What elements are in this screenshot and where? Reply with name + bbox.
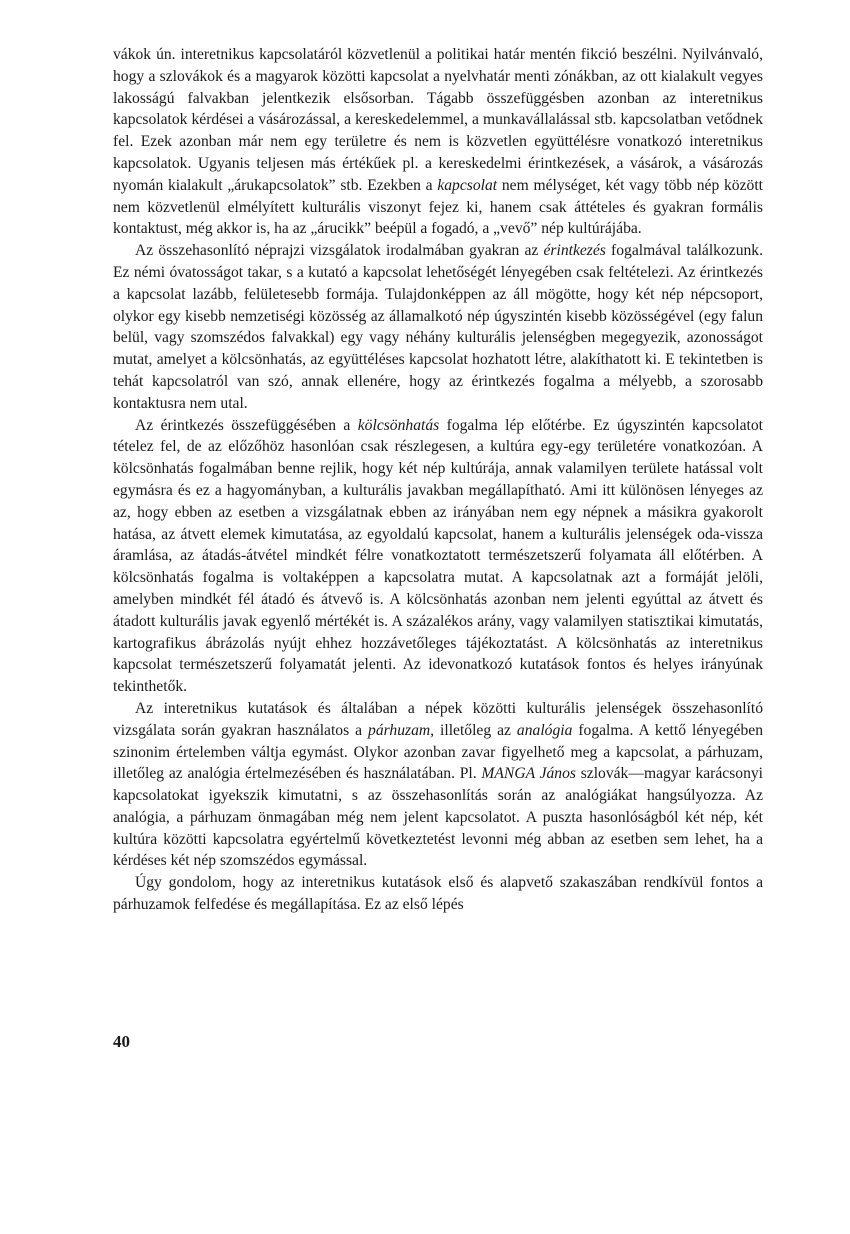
text-run: illetőleg az xyxy=(434,721,517,739)
text-run: szlovák—magyar karácsonyi kapcsolatokat igyekszik kimutatni, s az összehasonlítás során az analógiákat hangsúlyozza. Az analógia, a párhuzam önmagában még nem jelent kapcsolatot. A puszta hasonlóságból két nép, két kultúra közötti kapcsolatra egyértelmű következtetést levonni még abban az esetben sem lehet, ha a kérdéses két nép szomszédos egymással. xyxy=(113,765,764,870)
italic-term: kölcsönhatás xyxy=(357,416,440,434)
text-run: fogalma. A kettő lényegében szinonim értelemben váltja egymást. Olykor azonban zavar figyelhető meg a kapcsolat, a párhuzam, illetőleg az analógia értelmezésében és használatában. Pl. xyxy=(113,721,763,783)
italic-term: érintkezés xyxy=(543,242,606,260)
italic-term: kapcsolat xyxy=(437,176,498,194)
italic-term: párhuzam, xyxy=(368,721,435,739)
text-run: Az interetnikus kutatások és általában a népek közötti kulturális jelenségek összehasonlító vizsgálata során gyakran használatos a xyxy=(113,699,763,739)
text-run: vákok ún. interetnikus kapcsolatáról közvetlenül a politikai határ mentén fikció beszélni. Nyilvánvaló, hogy a szlovákok és a magyarok közötti kapcsolat a nyelvhatár menti zónákban, az ott kialakult vegyes lakosságú falvakban jelentkezik elsősorban. Tágabb összefüggésben azonban az interetnikus kapcsolatok kérdései a vásározással, a kereskedelemmel, a munkavállalással stb. kapcsolatban vetődnek fel. Ezek azonban már nem egy területre és nem is közvetlen együttélésre vonatkozó interetnikus kapcsolatok. Ugyanis teljesen más értékűek pl. a kereskedelmi érintkezések, a vásárok, a vásározás nyomán kialakult „árukapcsolatok” stb. Ezekben a xyxy=(113,46,763,194)
paragraph-1 xyxy=(113,44,763,240)
paragraph-5 xyxy=(113,872,763,916)
paragraph-2 xyxy=(113,240,763,414)
italic-author-name: MANGA János xyxy=(481,765,576,783)
paragraph-3 xyxy=(113,415,763,698)
page-text xyxy=(113,44,763,916)
text-run: fogalmával találkozunk. Ez némi óvatosságot takar, s a kutató a kapcsolat lehetőségét lényegében csak feltételezi. Az érintkezés a kapcsolat lazább, felületesebb formája. Tulajdonképpen az áll mögötte, hogy két nép népcsoport, olykor egy kisebb nemzetiségi közösség az államalkotó nép úgyszintén kisebb közösségével (egy falun belül, vagy szomszédos falvakkal) egy vagy néhány kulturális jelenségben megegyezik, azonosságot mutat, amelyet a kölcsönhatás, az együttéléses kapcsolat hozhatott létre, alakíthatott ki. E tekintetben is tehát kapcsolatról van szó, annak ellenére, hogy az érintkezés fogalma a mélyebb, a szorosabb kontaktusra nem utal. xyxy=(113,242,763,412)
text-run: nem mélységet, két vagy több nép között nem közvetlenül elmélyített kulturális viszonyt fejez ki, hanem csak áttételes és gyakran formális kontaktust, még akkor is, ha az „árucikk” beépül a fogadó, a „vevő” nép kultúrájába. xyxy=(113,176,763,238)
text-run: fogalma lép előtérbe. Ez úgyszintén kapcsolatot tételez fel, de az előzőhöz hasonlóan csak részlegesen, a kultúra egy-egy területére vonatkozóan. A kölcsönhatás fogalmában benne rejlik, hogy két nép kultúrája, annak valamilyen területe hatással volt egymásra és ez a hagyományban, a kulturális javakban megállapítható. Ami itt különösen lényeges az az, hogy ebben az esetben a vizsgálatnak ebben az irányában nem egy népnek a másikra gyakorolt hatása, az átvett elemek kimutatása, az egyoldalú kapcsolat, hanem a kulturális jelenségek oda-vissza áramlása, az átadás-átvétel mindkét félre vonatkoztatott természetszerű folyamata áll előtérben. A kölcsönhatás fogalma is voltaképpen a kapcsolatra mutat. A kapcsolatnak azt a formáját jelöli, amelyben mindkét fél átadó és átvevő is. A kölcsönhatás azonban nem jelenti egyúttal az átvett és átadott kulturális javak egyenlő mértékét is. A százalékos arány, vagy valamilyen statisztikai kimutatás, kartografikus ábrázolás nyújt ehhez hozzávetőleges tájékoztatást. A kölcsönhatás az interetnikus kapcsolat természetszerű folyamatát jelenti. Az idevonatkozó kutatások fontos és helyes irányúnak tekinthetők. xyxy=(113,416,763,696)
paragraph-4 xyxy=(113,698,763,872)
italic-term: analógia xyxy=(516,721,573,739)
text-run: Az érintkezés összefüggésében a xyxy=(135,416,358,434)
page-number: 40 xyxy=(113,1032,130,1051)
text-run: Az összehasonlító néprajzi vizsgálatok irodalmában gyakran az xyxy=(135,242,544,260)
text-run: Úgy gondolom, hogy az interetnikus kutatások első és alapvető szakaszában rendkívül fontos a párhuzamok felfedése és megállapítása. Ez az első lépés xyxy=(113,874,763,914)
